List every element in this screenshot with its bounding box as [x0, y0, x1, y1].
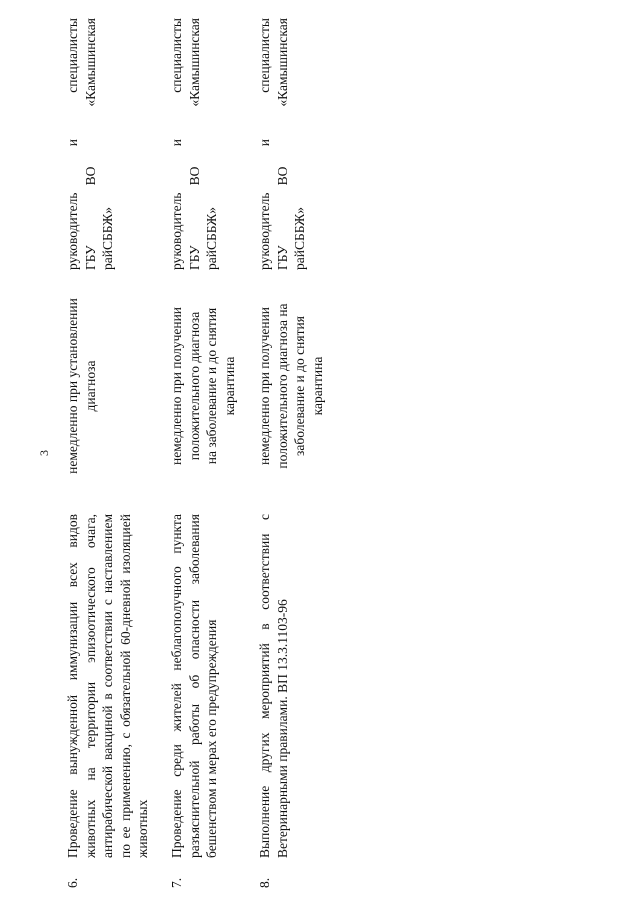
responsible — [64, 18, 117, 270]
responsible-line: райСББЖ» — [204, 207, 219, 270]
responsible-line — [64, 18, 82, 270]
deadline-line: немедленно при установлении — [65, 298, 80, 474]
responsible-line — [256, 18, 274, 270]
responsible-word: ВО — [82, 166, 98, 186]
responsible-word: ГБУ — [274, 245, 290, 270]
responsible-line — [274, 18, 292, 270]
measure-description: Выполнение других мероприятий в соответствии с Ветеринарными правилами. ВП 13.3.1103-96 — [257, 514, 290, 858]
deadline-line: карантина — [221, 356, 237, 416]
row-number: 8. — [257, 877, 272, 888]
responsible-word: и — [257, 139, 272, 147]
deadline-line: заболевание и до снятия — [292, 316, 307, 456]
deadline — [64, 276, 99, 496]
responsible-word: ВО — [274, 166, 290, 186]
responsible-word: и — [169, 139, 184, 147]
deadline-line: положительного диагноза — [186, 311, 202, 461]
responsible-line — [168, 18, 186, 270]
measure-description: Проведение вынужденной иммунизации всех видов животных на территории эпизоотического очага, антирабической вакциной в соответствии с наставлением по ее применению, с обязательной 60-дневной изоляцией животных — [65, 514, 150, 858]
measures-table — [64, 18, 334, 888]
row-number: 6. — [65, 877, 80, 888]
responsible — [168, 18, 221, 270]
responsible-word: ГБУ — [186, 245, 202, 270]
responsible-word: «Камышинская — [82, 18, 98, 107]
deadline-line: положительного диагноза на — [274, 303, 290, 469]
deadline-line: диагноза — [82, 360, 98, 412]
responsible-word: руководитель — [257, 192, 272, 270]
page-number: 3 — [37, 450, 51, 456]
responsible-word: ВО — [186, 166, 202, 186]
row-number: 7. — [169, 877, 184, 888]
responsible-word: ГБУ — [82, 245, 98, 270]
responsible-line: райСББЖ» — [100, 207, 115, 270]
deadline — [256, 276, 326, 496]
responsible-line — [82, 18, 100, 270]
deadline-line: карантина — [309, 356, 325, 416]
responsible-word: и — [65, 139, 80, 147]
measure-description: Проведение среди жителей неблагополучного пункта разъяснительной работы об опасности заболевания бешенством и мерах его предупреждения — [169, 514, 219, 858]
responsible-word: «Камышинская — [274, 18, 290, 107]
responsible-word: специалисты — [169, 18, 184, 93]
deadline-line: немедленно при получении — [257, 306, 272, 466]
responsible-line — [186, 18, 204, 270]
deadline-line: на заболевание и до снятия — [204, 307, 219, 465]
deadline — [168, 276, 238, 496]
responsible-word: руководитель — [65, 192, 80, 270]
responsible-word: специалисты — [257, 18, 272, 93]
deadline-line: немедленно при получении — [169, 306, 184, 466]
responsible-word: руководитель — [169, 192, 184, 270]
responsible — [256, 18, 309, 270]
responsible-word: специалисты — [65, 18, 80, 93]
responsible-line: райСББЖ» — [292, 207, 307, 270]
responsible-word: «Камышинская — [186, 18, 202, 107]
